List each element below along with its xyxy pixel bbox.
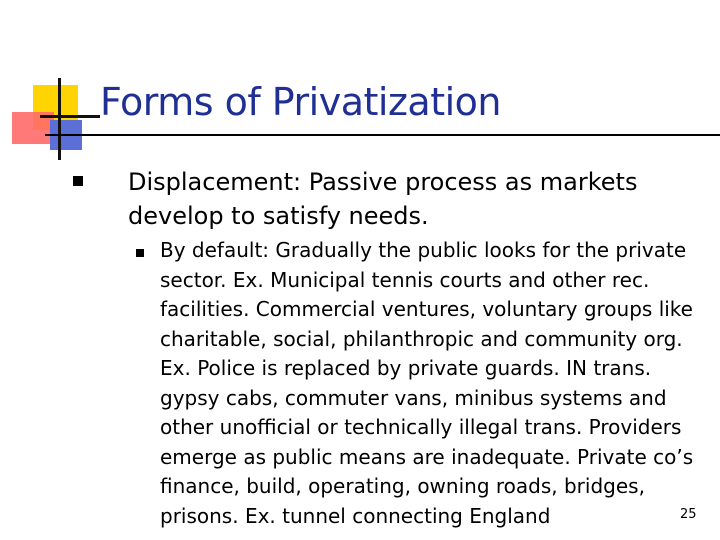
bullet-square-icon	[73, 176, 83, 186]
page-number: 25	[680, 507, 697, 522]
bullet-text: Displacement: Passive process as markets develop to satisfy needs.	[128, 168, 638, 230]
logo-horizontal-line	[40, 115, 100, 118]
slide-logo	[0, 0, 110, 170]
slide-title: Forms of Privatization	[100, 80, 501, 124]
sub-bullet-text: By default: Gradually the public looks for the private sector. Ex. Municipal tennis courts and other rec. facilities. Commercial ventures, voluntary groups like charitable, social, philanthropic and community org. Ex. Police is replaced by private guards. IN trans. gypsy cabs, commuter vans, minibus systems and other unofficial or technically illegal trans. Providers emerge as public means are inadequate. Private co’s finance, build, operating, owning roads, bridges, prisons. Ex. tunnel connecting England	[160, 238, 694, 528]
logo-vertical-line	[58, 78, 61, 160]
sub-bullet-square-icon	[136, 249, 144, 257]
title-underline	[45, 134, 720, 136]
